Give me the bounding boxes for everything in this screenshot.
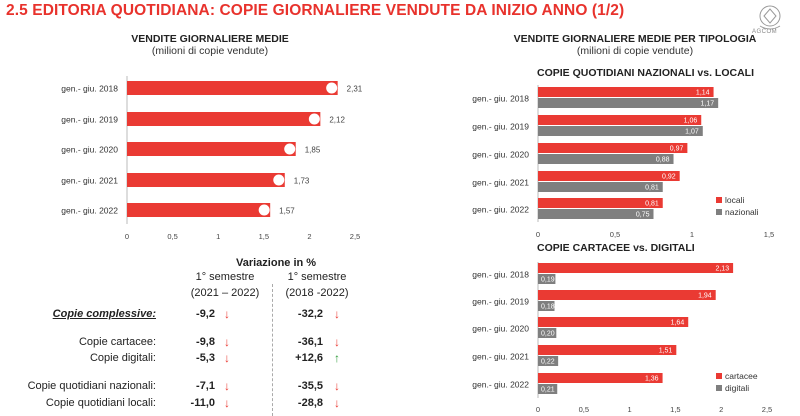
variation-value-col2: -36,1 xyxy=(297,336,323,348)
naz-value-label-nazionali: 0,75 xyxy=(635,211,650,219)
variation-value-col2: +12,6 xyxy=(295,352,323,364)
logo-text: AGCOM xyxy=(752,29,778,35)
variation-row-label: Copie digitali: xyxy=(89,352,156,364)
carta-category-label: gen.- giu. 2019 xyxy=(472,296,529,307)
avg-bar xyxy=(127,142,296,156)
carta-value-label-cartacee: 1,94 xyxy=(698,292,712,300)
avg-bar-end-marker xyxy=(326,83,337,94)
carta-value-label-cartacee: 1,64 xyxy=(670,319,685,327)
naz-bar-nazionali xyxy=(538,182,663,192)
avg-bar-end-marker xyxy=(259,205,270,216)
page-title: 2.5 EDITORIA QUOTIDIANA: COPIE GIORNALIERE VENDUTE DA INIZIO ANNO (1/2) xyxy=(6,2,625,19)
arrow-up-icon: ↑ xyxy=(334,351,340,365)
carta-category-label: gen.- giu. 2021 xyxy=(472,351,529,362)
carta-value-label-cartacee: 2,13 xyxy=(715,265,730,273)
variation-title: Variazione in % xyxy=(236,257,317,269)
carta-section-title: COPIE CARTACEE vs. DIGITALI xyxy=(537,242,695,254)
carta-value-label-digitali: 0,21 xyxy=(541,386,555,394)
variation-row xyxy=(0,350,400,366)
carta-value-label-digitali: 0,20 xyxy=(541,330,555,338)
avg-bar-end-marker xyxy=(273,175,284,186)
naz-category-label: gen.- giu. 2020 xyxy=(472,149,529,160)
naz-bar-nazionali xyxy=(538,98,718,108)
carta-category-label: gen.- giu. 2018 xyxy=(472,269,529,280)
naz-category-label: gen.- giu. 2021 xyxy=(472,177,529,188)
naz-section-title: COPIE QUOTIDIANI NAZIONALI vs. LOCALI xyxy=(537,67,755,79)
carta-bar-cartacee xyxy=(538,345,676,355)
naz-value-label-locali: 0,81 xyxy=(645,200,659,208)
col2-header: 1° semestre xyxy=(287,271,347,283)
avg-bar xyxy=(127,81,338,95)
variation-row-label: Copie complessive: xyxy=(52,308,156,320)
carta-value-label-digitali: 0,22 xyxy=(541,358,555,366)
naz-bar-locali xyxy=(538,143,687,153)
avg-value-label: 1,85 xyxy=(304,145,321,155)
col1-header: 1° semestre xyxy=(195,271,255,283)
naz-value-label-locali: 1,06 xyxy=(683,117,698,125)
variation-value-col2: -32,2 xyxy=(297,308,323,320)
naz-value-label-nazionali: 1,17 xyxy=(700,100,715,108)
naz-value-label-nazionali: 0,81 xyxy=(645,184,659,192)
carta-legend-label-digitali: digitali xyxy=(725,383,750,393)
carta-bar-cartacee xyxy=(538,290,716,300)
naz-category-label: gen.- giu. 2018 xyxy=(472,93,529,104)
naz-bar-locali xyxy=(538,87,714,97)
variation-value-col1: -11,0 xyxy=(190,397,215,409)
carta-tick-label: 2,5 xyxy=(761,405,773,414)
avg-chart-subtitle: (milioni di copie vendute) xyxy=(151,45,269,57)
naz-tick-label: 0,5 xyxy=(609,230,621,239)
carta-tick-label: 0,5 xyxy=(578,405,590,414)
variation-row xyxy=(0,334,400,350)
avg-value-label: 2,12 xyxy=(329,115,345,125)
avg-bar-end-marker xyxy=(309,114,320,125)
variation-value-col2: -28,8 xyxy=(297,397,323,409)
naz-tick-label: 1,5 xyxy=(763,230,775,239)
avg-tick-label: 2,5 xyxy=(349,232,361,241)
variation-value-col1: -9,8 xyxy=(196,336,215,348)
carta-tick-label: 1,5 xyxy=(670,405,681,414)
naz-value-label-nazionali: 1,07 xyxy=(685,128,699,136)
naz-tick-label: 1 xyxy=(689,230,695,239)
carta-tick-label: 1 xyxy=(627,405,632,414)
naz-category-label: gen.- giu. 2022 xyxy=(472,204,529,215)
avg-value-label: 1,73 xyxy=(293,176,310,186)
variation-row-label: Copie quotidiani nazionali: xyxy=(27,380,156,392)
naz-legend-swatch-nazionali xyxy=(716,209,722,215)
carta-value-label-cartacee: 1,51 xyxy=(658,347,673,355)
variation-value-col1: -9,2 xyxy=(196,308,215,320)
naz-category-label: gen.- giu. 2019 xyxy=(472,121,529,132)
avg-tick-label: 0 xyxy=(124,232,130,241)
naz-bar-locali xyxy=(538,115,701,125)
naz-bar-locali xyxy=(538,171,680,181)
arrow-down-icon: ↓ xyxy=(334,379,340,393)
naz-legend-label-nazionali: nazionali xyxy=(725,207,759,217)
avg-category-label: gen.- giu. 2019 xyxy=(61,114,118,125)
avg-value-label: 2,31 xyxy=(346,84,363,94)
naz-bar-nazionali xyxy=(538,126,703,136)
naz-bar-nazionali xyxy=(538,154,674,164)
carta-category-label: gen.- giu. 2020 xyxy=(472,323,529,334)
variation-value-col1: -7,1 xyxy=(196,380,215,392)
col2-sub: (2018 -2022) xyxy=(285,287,349,299)
arrow-down-icon: ↓ xyxy=(224,335,230,349)
avg-tick-label: 0,5 xyxy=(167,232,178,241)
naz-legend-swatch-locali xyxy=(716,197,722,203)
naz-value-label-nazionali: 0,88 xyxy=(655,156,670,164)
arrow-down-icon: ↓ xyxy=(224,307,230,321)
arrow-down-icon: ↓ xyxy=(224,351,230,365)
avg-category-label: gen.- giu. 2018 xyxy=(61,83,118,94)
carta-value-label-digitali: 0,19 xyxy=(541,276,555,284)
avg-bar xyxy=(127,203,270,217)
avg-bar xyxy=(127,112,320,126)
carta-value-label-cartacee: 1,36 xyxy=(644,375,659,383)
carta-legend-label-cartacee: cartacee xyxy=(725,371,758,381)
variation-row-label: Copie quotidiani locali: xyxy=(45,397,156,409)
arrow-down-icon: ↓ xyxy=(334,335,340,349)
col1-sub: (2021 – 2022) xyxy=(190,287,260,299)
arrow-down-icon: ↓ xyxy=(224,379,230,393)
naz-value-label-locali: 1,14 xyxy=(695,89,710,97)
carta-bar-cartacee xyxy=(538,263,733,273)
avg-category-label: gen.- giu. 2022 xyxy=(61,205,118,216)
naz-bar-locali xyxy=(538,198,663,208)
type-chart-title: VENDITE GIORNALIERE MEDIE PER TIPOLOGIA xyxy=(513,33,757,45)
naz-value-label-locali: 0,97 xyxy=(669,145,684,153)
avg-bar xyxy=(127,173,285,187)
naz-value-label-locali: 0,92 xyxy=(662,173,676,181)
carta-tick-label: 2 xyxy=(719,405,724,414)
variation-row-label: Copie cartacee: xyxy=(78,336,156,348)
avg-category-label: gen.- giu. 2020 xyxy=(61,144,118,155)
carta-bar-cartacee xyxy=(538,317,688,327)
arrow-down-icon: ↓ xyxy=(334,396,340,410)
variation-row xyxy=(0,378,400,394)
avg-tick-label: 2 xyxy=(307,232,312,241)
avg-tick-label: 1 xyxy=(216,232,221,241)
variation-value-col1: -5,3 xyxy=(196,352,215,364)
naz-tick-label: 0 xyxy=(535,230,541,239)
avg-tick-label: 1,5 xyxy=(258,232,270,241)
variation-row xyxy=(0,306,400,322)
avg-chart-title: VENDITE GIORNALIERE MEDIE xyxy=(131,33,289,45)
variation-row xyxy=(0,395,400,411)
avg-value-label: 1,57 xyxy=(279,206,295,216)
carta-category-label: gen.- giu. 2022 xyxy=(472,379,529,390)
avg-category-label: gen.- giu. 2021 xyxy=(61,175,118,186)
naz-legend-label-locali: locali xyxy=(725,195,745,205)
carta-bar-cartacee xyxy=(538,373,663,383)
variation-value-col2: -35,5 xyxy=(297,380,323,392)
type-chart-subtitle: (milioni di copie vendute) xyxy=(576,45,694,57)
carta-tick-label: 0 xyxy=(535,405,541,414)
carta-legend-swatch-cartacee xyxy=(716,373,722,379)
avg-bar-end-marker xyxy=(284,144,295,155)
arrow-down-icon: ↓ xyxy=(224,396,230,410)
arrow-down-icon: ↓ xyxy=(334,307,340,321)
carta-value-label-digitali: 0,18 xyxy=(541,303,555,311)
carta-legend-swatch-digitali xyxy=(716,385,722,391)
